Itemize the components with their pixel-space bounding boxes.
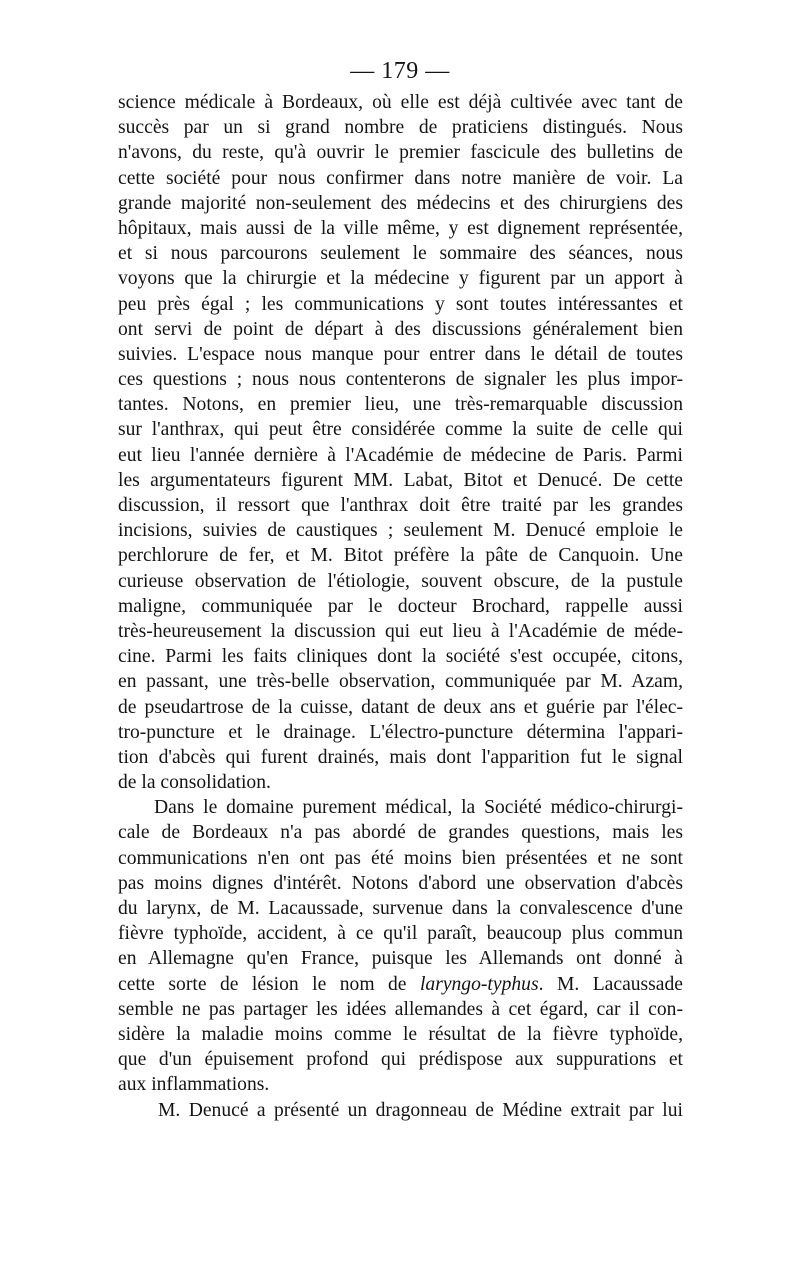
text-line: curieuse observation de l'étiologie, souvent obscure, de la pustule bbox=[118, 570, 683, 592]
text-line: science médicale à Bordeaux, où elle est déjà cultivée avec tant de bbox=[118, 92, 683, 113]
text-line: tantes. Notons, en premier lieu, une très-remarquable discussion bbox=[118, 394, 683, 416]
text-line: que d'un épuisement profond qui prédispose aux suppurations et bbox=[118, 1049, 683, 1071]
text-line: en passant, une très-belle observation, communiquée par M. Azam, bbox=[118, 671, 683, 693]
text-line: n'avons, du reste, qu'à ouvrir le premier fascicule des bulletins de bbox=[118, 142, 683, 164]
text-line: perchlorure de fer, et M. Bitot préfère la pâte de Canquoin. Une bbox=[118, 545, 683, 567]
text-line: cette société pour nous confirmer dans notre manière de voir. La bbox=[118, 167, 683, 189]
text-line: eut lieu l'année dernière à l'Académie de médecine de Paris. Parmi bbox=[118, 444, 683, 466]
text-line: en Allemagne qu'en France, puisque les Allemands ont donné à bbox=[118, 948, 683, 970]
text-line: ont servi de point de départ à des discussions généralement bien bbox=[118, 318, 683, 340]
text-line: Dans le domaine purement médical, la Société médico-chirurgi- bbox=[154, 797, 683, 819]
text-line: grande majorité non-seulement des médecins et des chirurgiens des bbox=[118, 192, 683, 214]
text-line: pas moins dignes d'intérêt. Notons d'abord une observation d'abcès bbox=[118, 872, 683, 894]
italic-term: laryngo-typhus bbox=[419, 973, 539, 995]
text-line: hôpitaux, mais aussi de la ville même, y est dignement représentée, bbox=[118, 217, 683, 239]
paragraph bbox=[118, 795, 683, 1097]
page-number: — 179 — bbox=[350, 58, 450, 84]
text-line: semble ne pas partager les idées allemandes à cet égard, car il con- bbox=[118, 998, 683, 1020]
text-line: cine. Parmi les faits cliniques dont la société s'est occupée, citons, bbox=[118, 646, 683, 668]
text-line: maligne, communiquée par le docteur Brochard, rappelle aussi bbox=[118, 595, 683, 617]
text-line: sur l'anthrax, qui peut être considérée comme la suite de celle qui bbox=[118, 419, 683, 441]
text-line: ces questions ; nous nous contenterons de signaler les plus impor- bbox=[118, 369, 683, 391]
text-line: succès par un si grand nombre de praticiens distingués. Nous bbox=[118, 117, 683, 139]
text-line bbox=[118, 972, 683, 997]
text-line: et si nous parcourons seulement le sommaire des séances, nous bbox=[118, 243, 683, 265]
paragraph bbox=[118, 1098, 683, 1123]
text-line: discussion, il ressort que l'anthrax doit être traité par les grandes bbox=[118, 495, 683, 516]
text-line: peu près égal ; les communications y sont toutes intéressantes et bbox=[118, 293, 683, 315]
text-segment: cette sorte de lésion le nom de bbox=[118, 973, 420, 995]
text-line: fièvre typhoïde, accident, à ce qu'il paraît, beaucoup plus commun bbox=[118, 923, 683, 945]
text-line: communications n'en ont pas été moins bien présentées et ne sont bbox=[118, 847, 683, 869]
text-line: de la consolidation. bbox=[118, 772, 271, 794]
text-line: très-heureusement la discussion qui eut lieu à l'Académie de méde- bbox=[118, 620, 683, 642]
text-line: les argumentateurs figurent MM. Labat, Bitot et Denucé. De cette bbox=[118, 469, 683, 491]
text-line: aux inflammations. bbox=[118, 1074, 270, 1096]
text-line: cale de Bordeaux n'a pas abordé de grandes questions, mais les bbox=[118, 822, 683, 844]
text-line: M. Denucé a présenté un dragonneau de Médine extrait par lui bbox=[158, 1099, 683, 1121]
paragraph bbox=[118, 90, 683, 795]
text-line: incisions, suivies de caustiques ; seulement M. Denucé emploie le bbox=[118, 520, 683, 542]
text-line: voyons que la chirurgie et la médecine y figurent par un apport à bbox=[118, 268, 683, 290]
text-line: du larynx, de M. Lacaussade, survenue dans la convalescence d'une bbox=[118, 898, 683, 919]
text-line: sidère la maladie moins comme le résultat de la fièvre typhoïde, bbox=[118, 1023, 683, 1045]
text-line: suivies. L'espace nous manque pour entrer dans le détail de toutes bbox=[118, 343, 683, 365]
text-line: tro-puncture et le drainage. L'électro-puncture détermina l'appari- bbox=[118, 721, 683, 743]
text-line: de pseudartrose de la cuisse, datant de deux ans et guérie par l'élec- bbox=[118, 696, 683, 718]
text-line: tion d'abcès qui furent drainés, mais dont l'apparition fut le signal bbox=[118, 746, 683, 768]
text-segment: . M. Lacaussade bbox=[538, 973, 683, 995]
body-text bbox=[118, 90, 683, 1123]
